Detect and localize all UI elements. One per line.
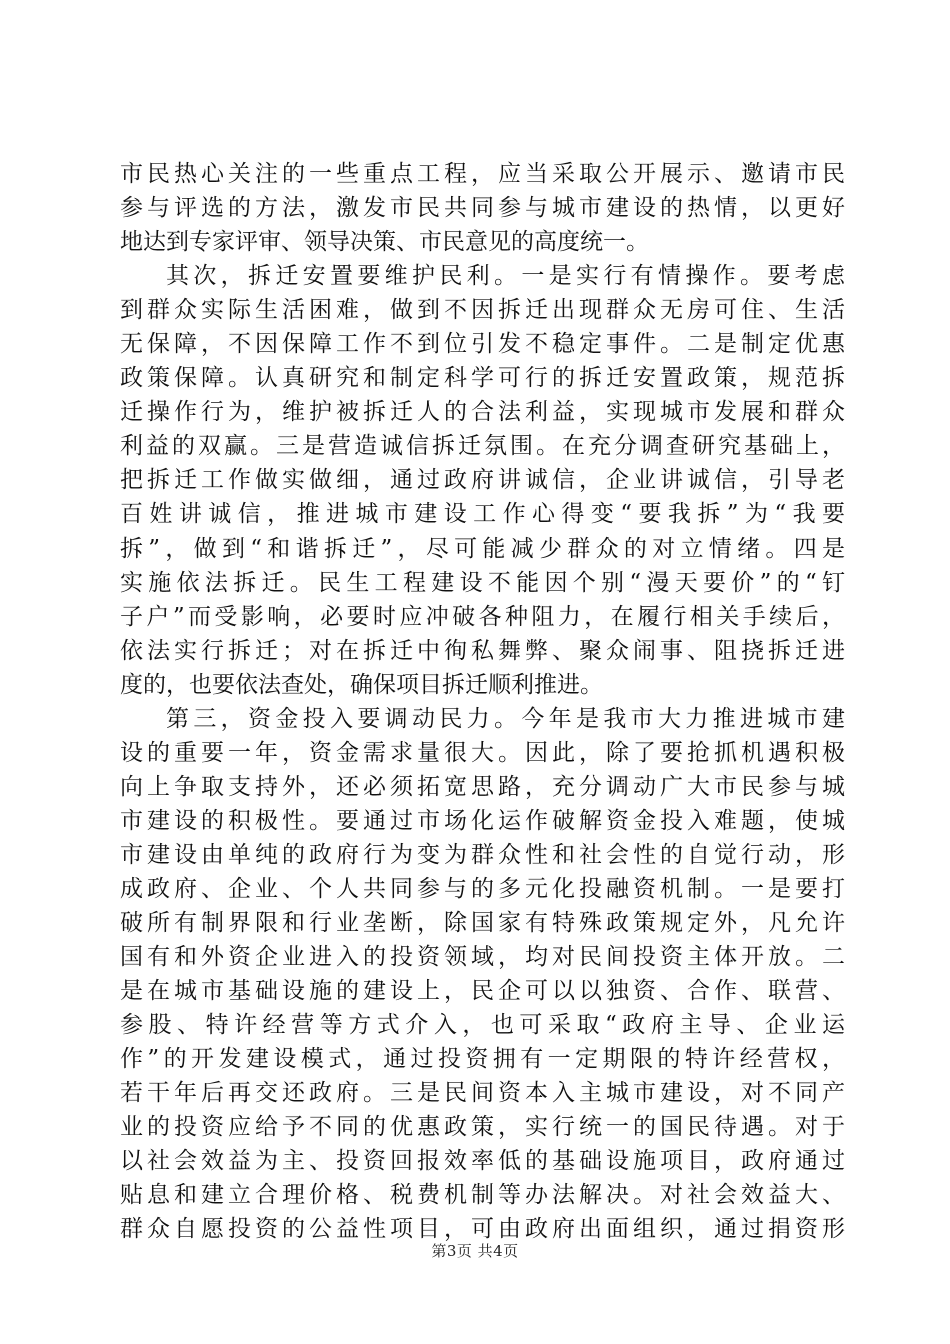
text-line: 破所有制界限和行业垄断，除国家有特殊政策规定外，凡允许	[120, 910, 845, 937]
text-line: 度的，也要依法查处，确保项目拆迁顺利推进。	[120, 671, 603, 698]
text-line: 业的投资应给予不同的优惠政策，实行统一的国民待遇。对于	[120, 1114, 845, 1141]
text-line: 拆”，做到“和谐拆迁”，尽可能减少群众的对立情绪。四是	[120, 535, 845, 562]
text-line: 以社会效益为主、投资回报效率低的基础设施项目，政府通过	[120, 1148, 845, 1175]
text-line: 政策保障。认真研究和制定科学可行的拆迁安置政策，规范拆	[120, 365, 845, 392]
text-line: 实施依法拆迁。民生工程建设不能因个别“漫天要价”的“钉	[120, 569, 845, 596]
document-body	[120, 157, 845, 1247]
text-line: 地达到专家评审、领导决策、市民意见的高度统一。	[120, 229, 649, 256]
text-line: 其次，拆迁安置要维护民利。一是实行有情操作。要考虑	[166, 263, 845, 290]
page-number-label: 第3页 共4页	[431, 1242, 519, 1260]
text-line: 把拆迁工作做实做细，通过政府讲诚信，企业讲诚信，引导老	[120, 467, 845, 494]
text-line: 成政府、企业、个人共同参与的多元化投融资机制。一是要打	[120, 875, 845, 902]
text-line: 贴息和建立合理价格、税费机制等办法解决。对社会效益大、	[120, 1182, 845, 1209]
text-line: 是在城市基础设施的建设上，民企可以以独资、合作、联营、	[120, 978, 845, 1005]
text-line: 参股、特许经营等方式介入，也可采取“政府主导、企业运	[120, 1012, 845, 1039]
paragraph	[120, 702, 845, 1247]
text-line: 子户”而受影响，必要时应冲破各种阻力，在履行相关手续后，	[120, 603, 845, 630]
text-line: 无保障，不因保障工作不到位引发不稳定事件。二是制定优惠	[120, 331, 845, 358]
text-line: 依法实行拆迁；对在拆迁中徇私舞弊、聚众闹事、阻挠拆迁进	[120, 637, 845, 664]
text-line: 市民热心关注的一些重点工程，应当采取公开展示、邀请市民	[120, 161, 845, 187]
text-line: 群众自愿投资的公益性项目，可由政府出面组织，通过捐资形	[120, 1216, 845, 1243]
page-footer	[0, 1240, 950, 1261]
text-line: 国有和外资企业进入的投资领域，均对民间投资主体开放。二	[120, 944, 845, 971]
text-line: 市建设由单纯的政府行为变为群众性和社会性的自觉行动，形	[120, 841, 845, 868]
text-line: 向上争取支持外，还必须拓宽思路，充分调动广大市民参与城	[120, 773, 845, 800]
text-line: 设的重要一年，资金需求量很大。因此，除了要抢抓机遇积极	[120, 739, 845, 766]
text-line: 市建设的积极性。要通过市场化运作破解资金投入难题，使城	[120, 807, 845, 834]
text-line: 迁操作行为，维护被拆迁人的合法利益，实现城市发展和群众	[120, 399, 845, 426]
text-line: 利益的双赢。三是营造诚信拆迁氛围。在充分调查研究基础上，	[120, 433, 845, 460]
text-line: 作”的开发建设模式，通过投资拥有一定期限的特许经营权，	[120, 1046, 845, 1073]
text-line: 百姓讲诚信，推进城市建设工作心得变“要我拆”为“我要	[120, 501, 845, 528]
text-line: 第三，资金投入要调动民力。今年是我市大力推进城市建	[166, 705, 845, 732]
text-line: 参与评选的方法，激发市民共同参与城市建设的热情，以更好	[120, 195, 845, 222]
paragraph	[120, 157, 845, 259]
paragraph	[120, 259, 845, 702]
text-line: 到群众实际生活困难，做到不因拆迁出现群众无房可住、生活	[120, 297, 845, 324]
text-line: 若干年后再交还政府。三是民间资本入主城市建设，对不同产	[120, 1080, 845, 1107]
